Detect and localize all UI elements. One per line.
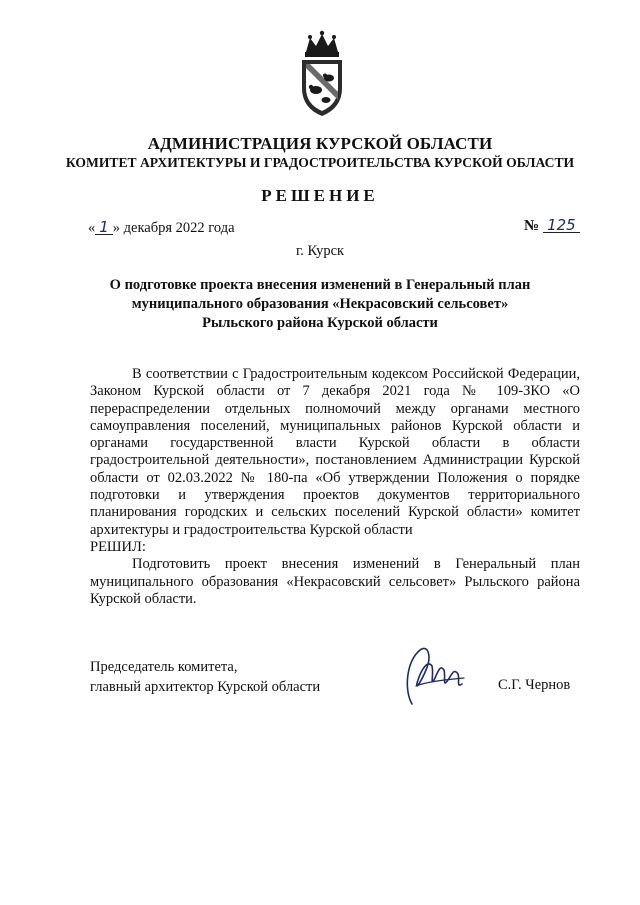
body-paragraph-2: Подготовить проект внесения изменений в Генеральный план муниципального образования «Некрасовский сельсовет» Рыльского района Курской области. xyxy=(90,556,580,607)
document-header xyxy=(0,134,640,172)
signatory-title-line-2: главный архитектор Курской области xyxy=(90,679,321,695)
org-title: АДМИНИСТРАЦИЯ КУРСКОЙ ОБЛАСТИ xyxy=(147,134,493,153)
document-type: РЕШЕНИЕ xyxy=(261,186,379,205)
body-decided: РЕШИЛ: xyxy=(90,538,146,555)
signatory-title xyxy=(90,657,320,697)
handwritten-signature-icon xyxy=(398,640,470,710)
number-handwritten: 125 xyxy=(543,218,580,233)
date-close-quote: » xyxy=(112,220,121,236)
document-city: г. Курск xyxy=(295,243,345,259)
date-day-handwritten: 1 xyxy=(95,220,113,235)
document-subject xyxy=(0,276,640,333)
signatory-name: С.Г. Чернов xyxy=(498,677,571,693)
subject-line-1: О подготовке проекта внесения изменений в Генеральный план xyxy=(109,277,531,293)
document-date xyxy=(88,220,235,237)
date-open-quote: « xyxy=(88,220,96,236)
number-prefix: № xyxy=(524,218,540,234)
subject-line-2: муниципального образования «Некрасовский сельсовет» xyxy=(131,296,509,312)
document-body xyxy=(90,366,580,608)
coat-of-arms-icon xyxy=(296,30,348,118)
org-subtitle: КОМИТЕТ АРХИТЕКТУРЫ И ГРАДОСТРОИТЕЛЬСТВА КУРСКОЙ ОБЛАСТИ xyxy=(65,155,575,170)
subject-line-3: Рыльского района Курской области xyxy=(202,315,438,331)
body-paragraph-1: В соответствии с Градостроительным кодексом Российской Федерации, Законом Курской области от 7 декабря 2021 года № 109-ЗКО «О перераспределении отдельных полномочий между органами местного самоуправления поселений, муниципальных районов Курской области и органами государственной власти Курской области в области градостроительной деятельности», постановлением Администрации Курской области от 02.03.2022 № 180-па «Об утверждении Положения о порядке подготовки и утверждения проектов документов территориального планирования городских и сельских поселений Курской области» комитет архитектуры и градостроительства Курской области xyxy=(90,366,580,538)
signatory-title-line-1: Председатель комитета, xyxy=(90,659,238,675)
document-number xyxy=(524,218,580,235)
date-month-year: декабря 2022 года xyxy=(123,220,235,236)
